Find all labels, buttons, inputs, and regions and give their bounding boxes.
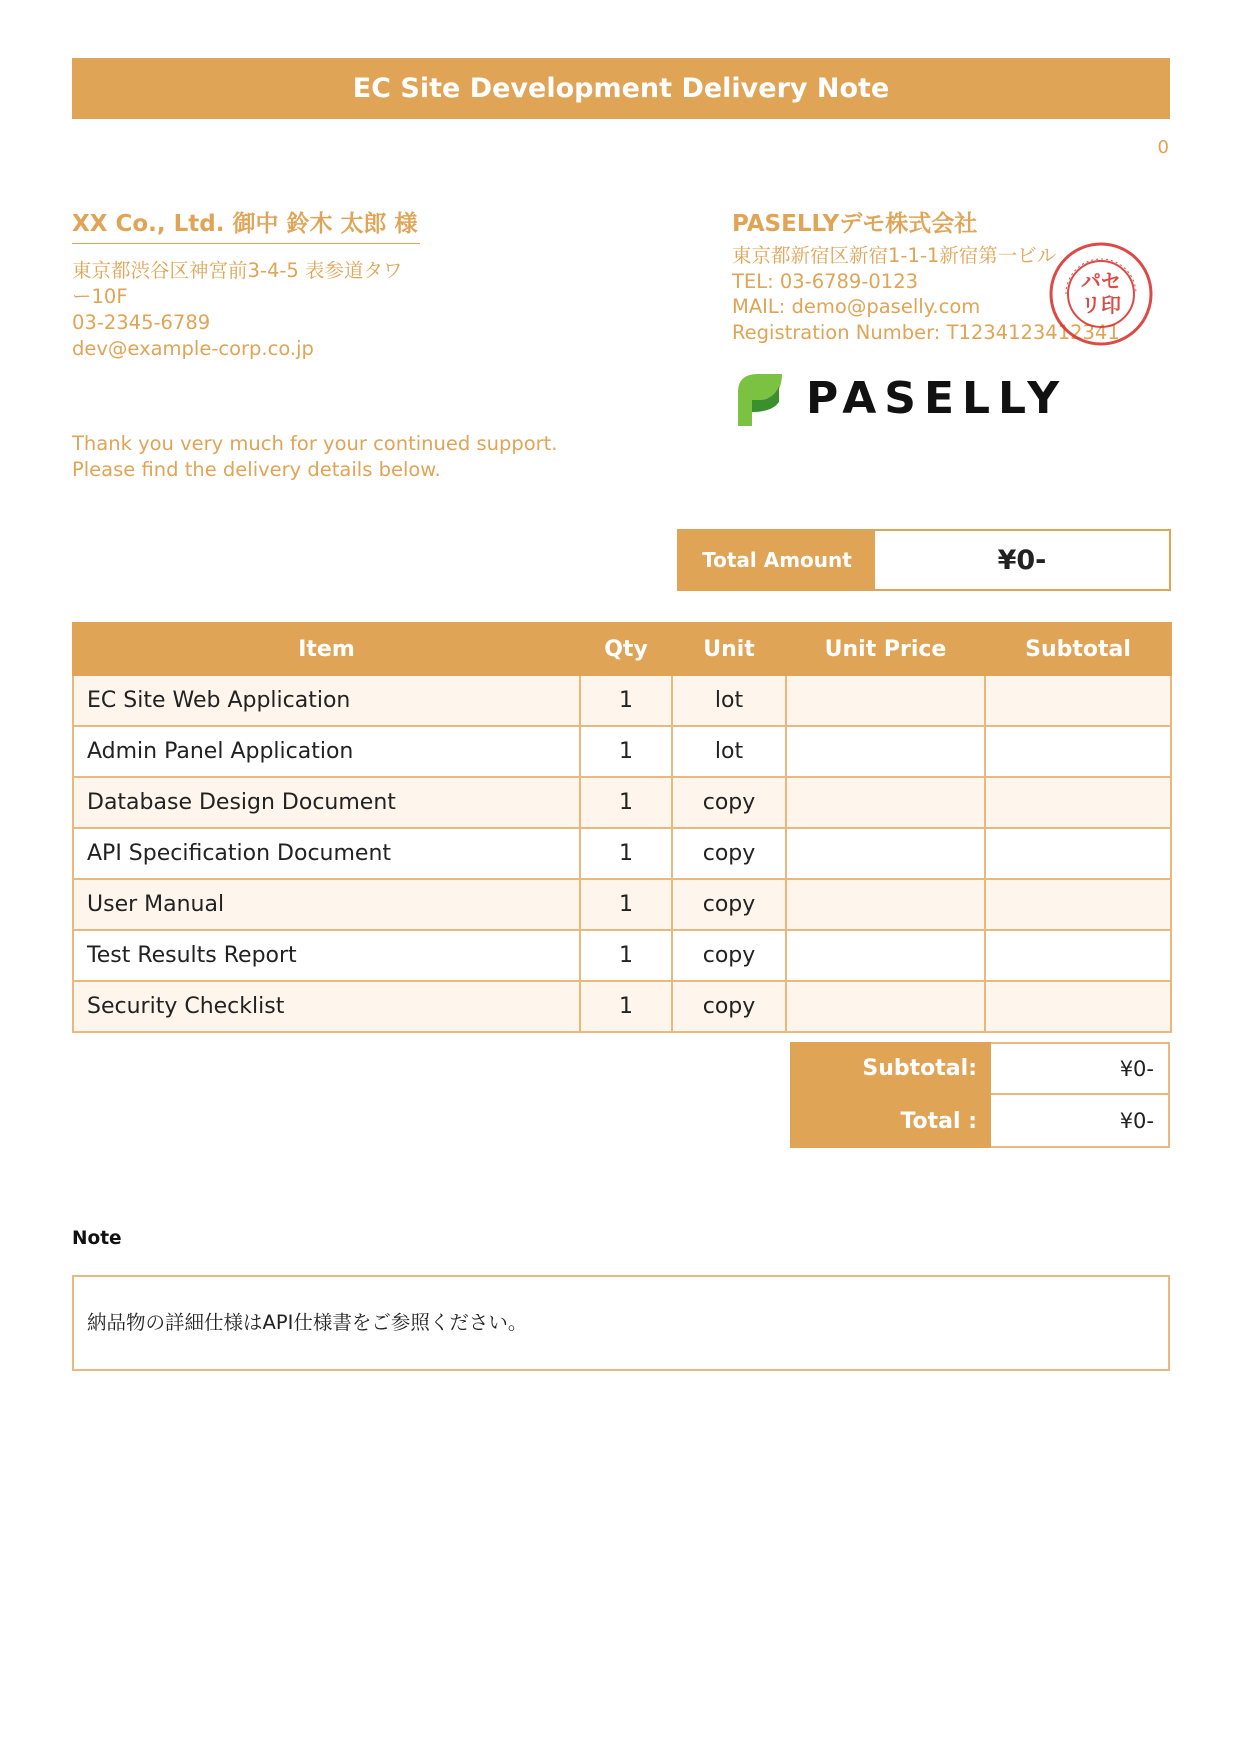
company-seal-icon [1048, 241, 1154, 347]
cell-unit-price [786, 828, 985, 879]
greeting-message [72, 431, 558, 483]
total-row [790, 1095, 1170, 1148]
header-item: Item [73, 623, 580, 675]
recipient-phone: 03-2345-6789 [72, 311, 211, 334]
subtotal-row [790, 1042, 1170, 1095]
cell-subtotal [985, 675, 1171, 726]
total-amount-label: Total Amount [679, 531, 875, 589]
cell-qty: 1 [580, 777, 672, 828]
cell-qty: 1 [580, 726, 672, 777]
cell-unit: lot [672, 726, 786, 777]
note-box [72, 1275, 1170, 1371]
cell-unit-price [786, 777, 985, 828]
subtotal-value: ¥0- [991, 1042, 1170, 1095]
cell-unit: copy [672, 777, 786, 828]
cell-unit: copy [672, 930, 786, 981]
issuer-name: PASELLYデモ株式会社 [732, 211, 978, 237]
header-subtotal: Subtotal [985, 623, 1171, 675]
header-qty: Qty [580, 623, 672, 675]
greeting-line-1: Thank you very much for your continued support. [72, 432, 558, 455]
cell-unit: copy [672, 879, 786, 930]
table-row [73, 930, 1171, 981]
cell-item: Test Results Report [73, 930, 580, 981]
cell-unit-price [786, 675, 985, 726]
total-amount-value: ¥0- [997, 544, 1047, 576]
document-title: EC Site Development Delivery Note [72, 58, 1170, 119]
cell-unit: lot [672, 675, 786, 726]
cell-unit-price [786, 879, 985, 930]
svg-text:パセ: パセ [1081, 269, 1121, 293]
note-heading: Note [72, 1228, 122, 1249]
cell-item: EC Site Web Application [73, 675, 580, 726]
cell-unit: copy [672, 981, 786, 1032]
issuer-registration: Registration Number: T1234123412341 [732, 320, 1120, 344]
header-unit-price: Unit Price [786, 623, 985, 675]
cell-qty: 1 [580, 675, 672, 726]
table-row [73, 675, 1171, 726]
cell-subtotal [985, 777, 1171, 828]
subtotal-label: Subtotal: [790, 1042, 991, 1095]
table-row [73, 828, 1171, 879]
total-value: ¥0- [991, 1095, 1170, 1148]
recipient-address: 東京都渋谷区神宮前3-4-5 表参道タワー10F [72, 259, 403, 308]
cell-item: User Manual [73, 879, 580, 930]
cell-unit: copy [672, 828, 786, 879]
cell-unit-price [786, 930, 985, 981]
cell-unit-price [786, 981, 985, 1032]
recipient-email: dev@example-corp.co.jp [72, 337, 314, 360]
issuer-tel: TEL: 03-6789-0123 [732, 269, 919, 293]
paselly-leaf-icon [732, 368, 788, 428]
cell-qty: 1 [580, 981, 672, 1032]
greeting-line-2: Please find the delivery details below. [72, 458, 441, 481]
cell-qty: 1 [580, 828, 672, 879]
cell-subtotal [985, 930, 1171, 981]
logo-wordmark: PASELLY [806, 372, 1068, 424]
cell-item: Security Checklist [73, 981, 580, 1032]
cell-unit-price [786, 726, 985, 777]
cell-subtotal [985, 828, 1171, 879]
table-row [73, 777, 1171, 828]
total-label: Total : [790, 1095, 991, 1148]
cell-item: Database Design Document [73, 777, 580, 828]
note-text: 納品物の詳細仕様はAPI仕様書をご参照ください。 [87, 1311, 528, 1334]
cell-subtotal [985, 879, 1171, 930]
cell-item: Admin Panel Application [73, 726, 580, 777]
cell-qty: 1 [580, 879, 672, 930]
items-table [72, 622, 1172, 1033]
document-number: 0 [1157, 137, 1169, 158]
issuer-address: 東京都新宿区新宿1-1-1新宿第一ビル [732, 244, 1057, 267]
total-amount-box [677, 529, 1171, 591]
table-row [73, 879, 1171, 930]
issuer-mail: MAIL: demo@paselly.com [732, 295, 981, 318]
company-logo [732, 368, 1067, 428]
table-header-row [73, 623, 1171, 675]
recipient-details [72, 258, 420, 362]
cell-subtotal [985, 726, 1171, 777]
svg-text:リ印: リ印 [1081, 293, 1121, 317]
recipient-name: XX Co., Ltd. 御中 鈴木 太郎 様 [72, 210, 420, 244]
cell-subtotal [985, 981, 1171, 1032]
table-row [73, 981, 1171, 1032]
recipient-block [72, 210, 420, 362]
table-row [73, 726, 1171, 777]
summary-block [790, 1042, 1170, 1148]
cell-qty: 1 [580, 930, 672, 981]
cell-item: API Specification Document [73, 828, 580, 879]
header-unit: Unit [672, 623, 786, 675]
